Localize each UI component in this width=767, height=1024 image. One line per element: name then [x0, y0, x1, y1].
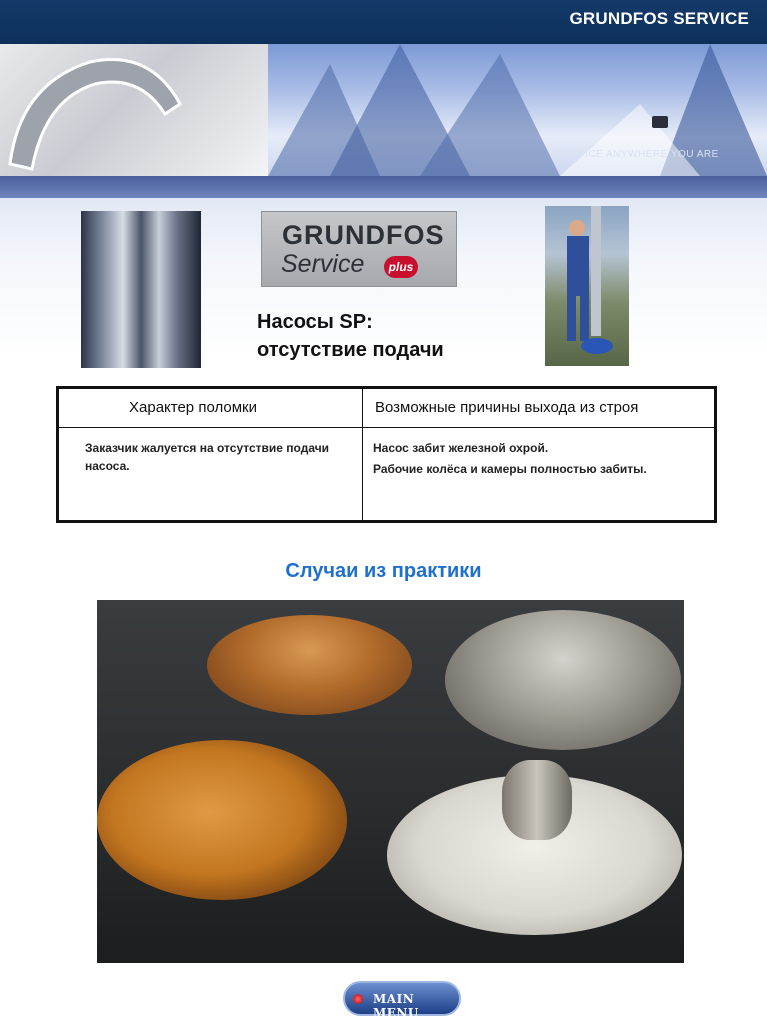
cause-item: Насос забит железной охрой. [373, 441, 549, 455]
blue-stripe [0, 176, 767, 198]
menu-dot-icon [353, 994, 363, 1004]
clogged-parts-photo [97, 600, 684, 963]
brand-title: GRUNDFOS SERVICE [569, 9, 749, 28]
steel-chamber [445, 610, 681, 750]
title-line-2: отсутствие подачи [257, 339, 444, 361]
logo-plus-badge: plus [384, 256, 418, 278]
technician-photo [545, 206, 629, 366]
grundfos-service-logo [261, 211, 457, 287]
technician-figure [545, 206, 629, 366]
table-cell-symptom: Заказчик жалуется на отсутствие подачи насоса. [85, 441, 330, 473]
cause-item: Рабочие колёса и камеры полностью забиты. [373, 462, 647, 476]
steel-bracket-image [0, 44, 268, 176]
winter-banner-image [0, 44, 767, 176]
sp-pumps-photo [81, 211, 201, 368]
table-header-fault: Характер поломки [129, 399, 257, 416]
section-title: Случаи из практики [285, 560, 482, 582]
ochre-deposit [97, 740, 347, 900]
logo-wordmark: GRUNDFOS [282, 220, 445, 250]
banner-tagline: SERVICE ANYWHERE YOU ARE [556, 149, 719, 160]
table-column-divider [362, 389, 363, 520]
fault-table [56, 386, 717, 523]
top-header-bar [0, 0, 767, 44]
table-header-causes: Возможные причины выхода из строя [375, 399, 639, 416]
main-menu-label: MAIN MENU [373, 992, 419, 1020]
title-line-1: Насосы SP: [257, 311, 373, 333]
impeller-hub [502, 760, 572, 840]
bracket-shape [0, 44, 268, 176]
table-cell-causes [373, 439, 713, 481]
logo-service-text: Service [281, 250, 365, 278]
rusty-chamber [207, 615, 412, 715]
table-header-divider [59, 427, 714, 428]
page-title [257, 308, 444, 364]
main-menu-button[interactable] [343, 981, 461, 1020]
